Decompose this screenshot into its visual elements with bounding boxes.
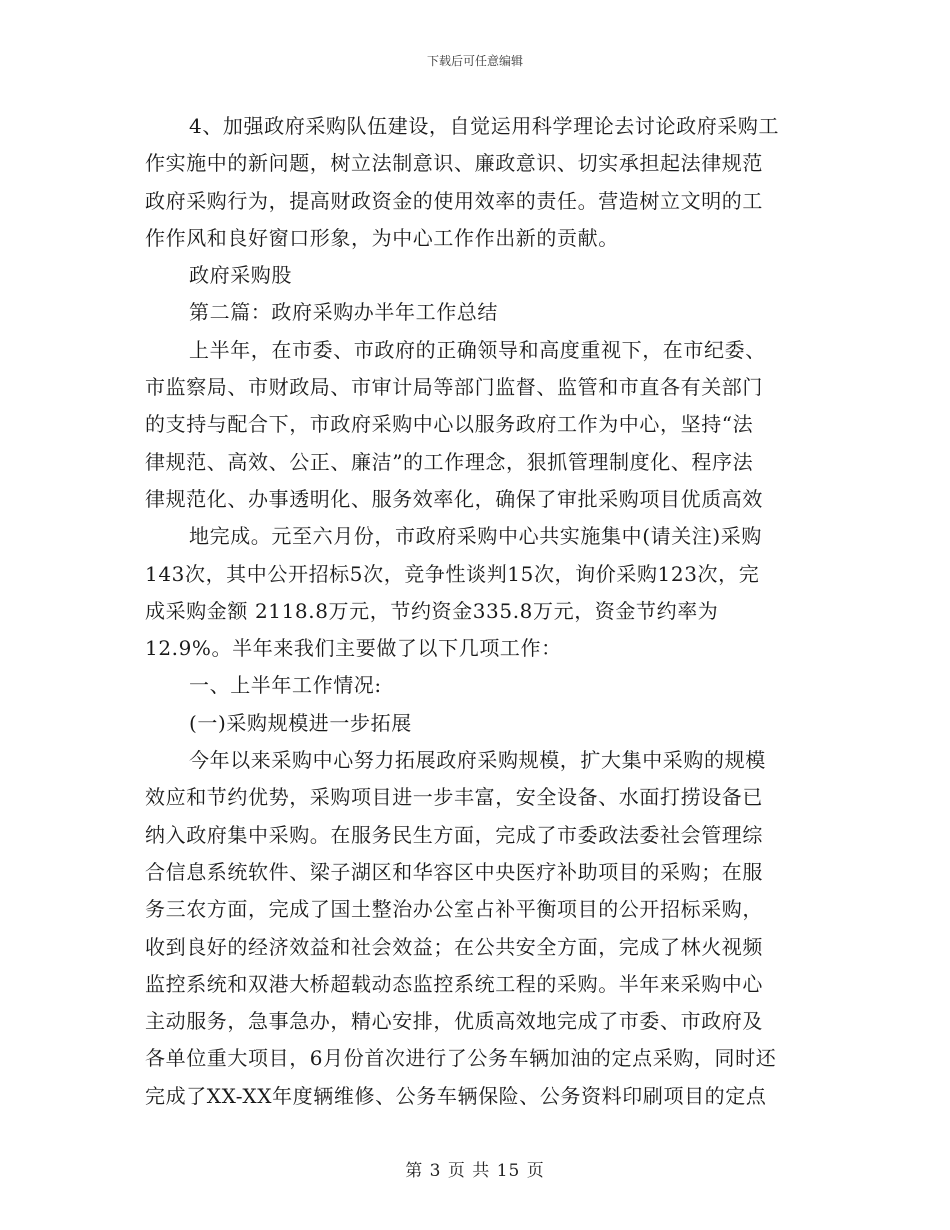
section-signature: 政府采购股: [189, 263, 292, 288]
text-line: 监控系统和双港大桥超载动态监控系统工程的采购。半年来采购中心: [145, 971, 763, 996]
text-line: 完成了XX-XX年度辆维修、公务车辆保险、公务资料印刷项目的定点: [145, 1083, 767, 1108]
text-line: 12.9%。半年来我们主要做了以下几项工作：: [145, 636, 562, 661]
page-header: 下载后可任意编辑: [426, 54, 523, 68]
text-line: 务三农方面，完成了国土整治办公室占补平衡项目的公开招标采购，: [145, 897, 763, 922]
subheading: (一)采购规模进一步拓展: [189, 710, 412, 735]
text-line: 各单位重大项目，6月份首次进行了公务车辆加油的定点采购，同时还: [145, 1046, 777, 1071]
text-line: 纳入政府集中采购。在服务民生方面，完成了市委政法委社会管理综: [145, 822, 763, 847]
section-title: 第二篇：政府采购办半年工作总结: [189, 300, 498, 325]
text-line: 的支持与配合下，市政府采购中心以服务政府工作为中心，坚持“法: [145, 412, 754, 437]
text-line: 成采购金额 2118.8万元，节约资金335.8万元，资金节约率为: [145, 598, 719, 623]
text-line: 上半年，在市委、市政府的正确领导和高度重视下，在市纪委、: [189, 337, 766, 362]
text-line: 收到良好的经济效益和社会效益；在公共安全方面，完成了林火视频: [145, 934, 763, 959]
text-line: 合信息系统软件、梁子湖区和华容区中央医疗补助项目的采购；在服: [145, 859, 763, 884]
text-line: 律规范、高效、公正、廉洁”的工作理念，狠抓管理制度化、程序法: [145, 449, 754, 474]
page-footer: 第 3 页 共 15 页: [405, 1161, 545, 1181]
text-line: 143次，其中公开招标5次，竞争性谈判15次，询价采购123次，完: [145, 561, 760, 586]
subheading: 一、上半年工作情况:: [189, 673, 382, 698]
text-line: 政府采购行为，提高财政资金的使用效率的责任。营造树立文明的工: [145, 188, 763, 213]
text-line: 今年以来采购中心努力拓展政府采购规模，扩大集中采购的规模: [189, 748, 766, 773]
text-line: 作实施中的新问题，树立法制意识、廉政意识、切实承担起法律规范: [145, 151, 763, 176]
text-line: 主动服务，急事急办，精心安排，优质高效地完成了市委、市政府及: [145, 1009, 763, 1034]
text-line: 效应和节约优势，采购项目进一步丰富，安全设备、水面打捞设备已: [145, 785, 763, 810]
text-line: 地完成。元至六月份，市政府采购中心共实施集中(请关注)采购: [189, 524, 763, 549]
text-line: 作作风和良好窗口形象，为中心工作作出新的贡献。: [145, 225, 619, 250]
text-line: 市监察局、市财政局、市审计局等部门监督、监管和市直各有关部门: [145, 375, 763, 400]
document-body: [145, 108, 805, 1115]
text-line: 律规范化、办事透明化、服务效率化，确保了审批采购项目优质高效: [145, 486, 763, 511]
text-line: 4、加强政府采购队伍建设，自觉运用科学理论去讨论政府采购工: [189, 114, 780, 138]
